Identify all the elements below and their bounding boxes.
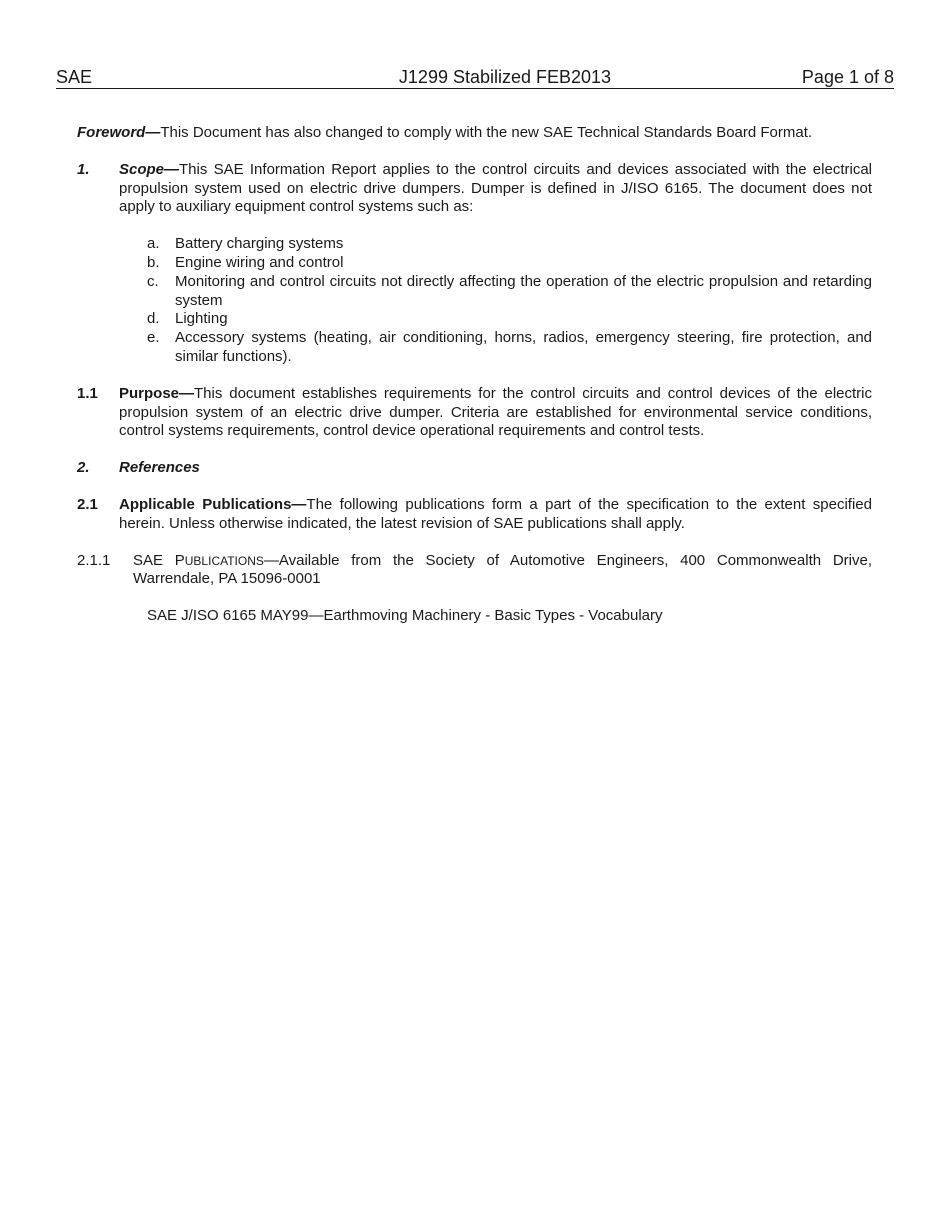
foreword-paragraph [77,124,872,143]
section-number: 2. [77,459,90,477]
reference-entry: SAE J/ISO 6165 MAY99—Earthmoving Machinery - Basic Types - Vocabulary [147,607,663,625]
section-text: This document establishes requirements for the control circuits and control devices of the electric propulsion system of an electric drive dumper. Criteria are established for environmental service conditions, control systems requirements, control device operational requirements and control tests. [119,384,872,440]
section-heading: Purpose— [119,384,195,402]
list-letter: a. [147,235,160,253]
document-body [77,124,872,626]
section-number: 1. [77,160,90,178]
foreword-label: Foreword— [77,124,161,141]
list-item [147,272,872,311]
section-number: 1.1 [77,384,98,402]
page-header [56,66,894,89]
section-heading-prefix: SAE P [133,551,185,569]
list-item [147,235,872,254]
section-heading: References [119,459,200,477]
list-item [147,329,872,367]
section-heading: Applicable Publications— [119,495,307,513]
section-sae-publications [77,552,872,590]
list-letter: b. [147,253,160,271]
list-item [147,310,872,329]
section-text: —Available from the Society of Automotive Engineers, 400 Commonwealth Drive, Warrendale, PA 15096-0001 [133,551,872,588]
section-purpose [77,385,872,441]
section-applicable-publications [77,496,872,534]
list-text: Monitoring and control circuits not directly affecting the operation of the electric propulsion and retarding system [175,272,872,309]
foreword-text: This Document has also changed to comply with the new SAE Technical Standards Board Format. [160,124,813,141]
header-page-number: Page 1 of 8 [801,67,894,87]
list-letter: d. [147,310,160,328]
list-letter: c. [147,272,159,290]
section-heading: Scope— [119,160,180,178]
section-text: This SAE Information Report applies to the control circuits and devices associated with the electrical propulsion system used on electric drive dumpers. Dumper is defined in J/ISO 6165. The document does not apply to auxiliary equipment control systems such as: [119,160,872,216]
section-text: The following publications form a part of the specification to the extent specified herein. Unless otherwise indicated, the latest revision of SAE publications shall apply. [119,495,872,532]
section-scope [77,161,872,217]
list-text: Accessory systems (heating, air conditioning, horns, radios, emergency steering, fire protection, and similar functions). [175,329,872,365]
header-document-id: J1299 Stabilized FEB2013 [398,67,612,87]
header-org: SAE [56,67,93,87]
section-number: 2.1.1 [77,551,111,569]
list-text: Lighting [175,310,228,328]
section-number: 2.1 [77,495,98,513]
list-text: Engine wiring and control [175,253,344,271]
list-text: Battery charging systems [175,235,344,253]
scope-exclusion-list [77,235,872,367]
list-letter: e. [147,329,160,347]
section-heading-smallcaps: UBLICATIONS [184,553,264,568]
section-references [77,459,872,478]
list-item [147,253,872,273]
